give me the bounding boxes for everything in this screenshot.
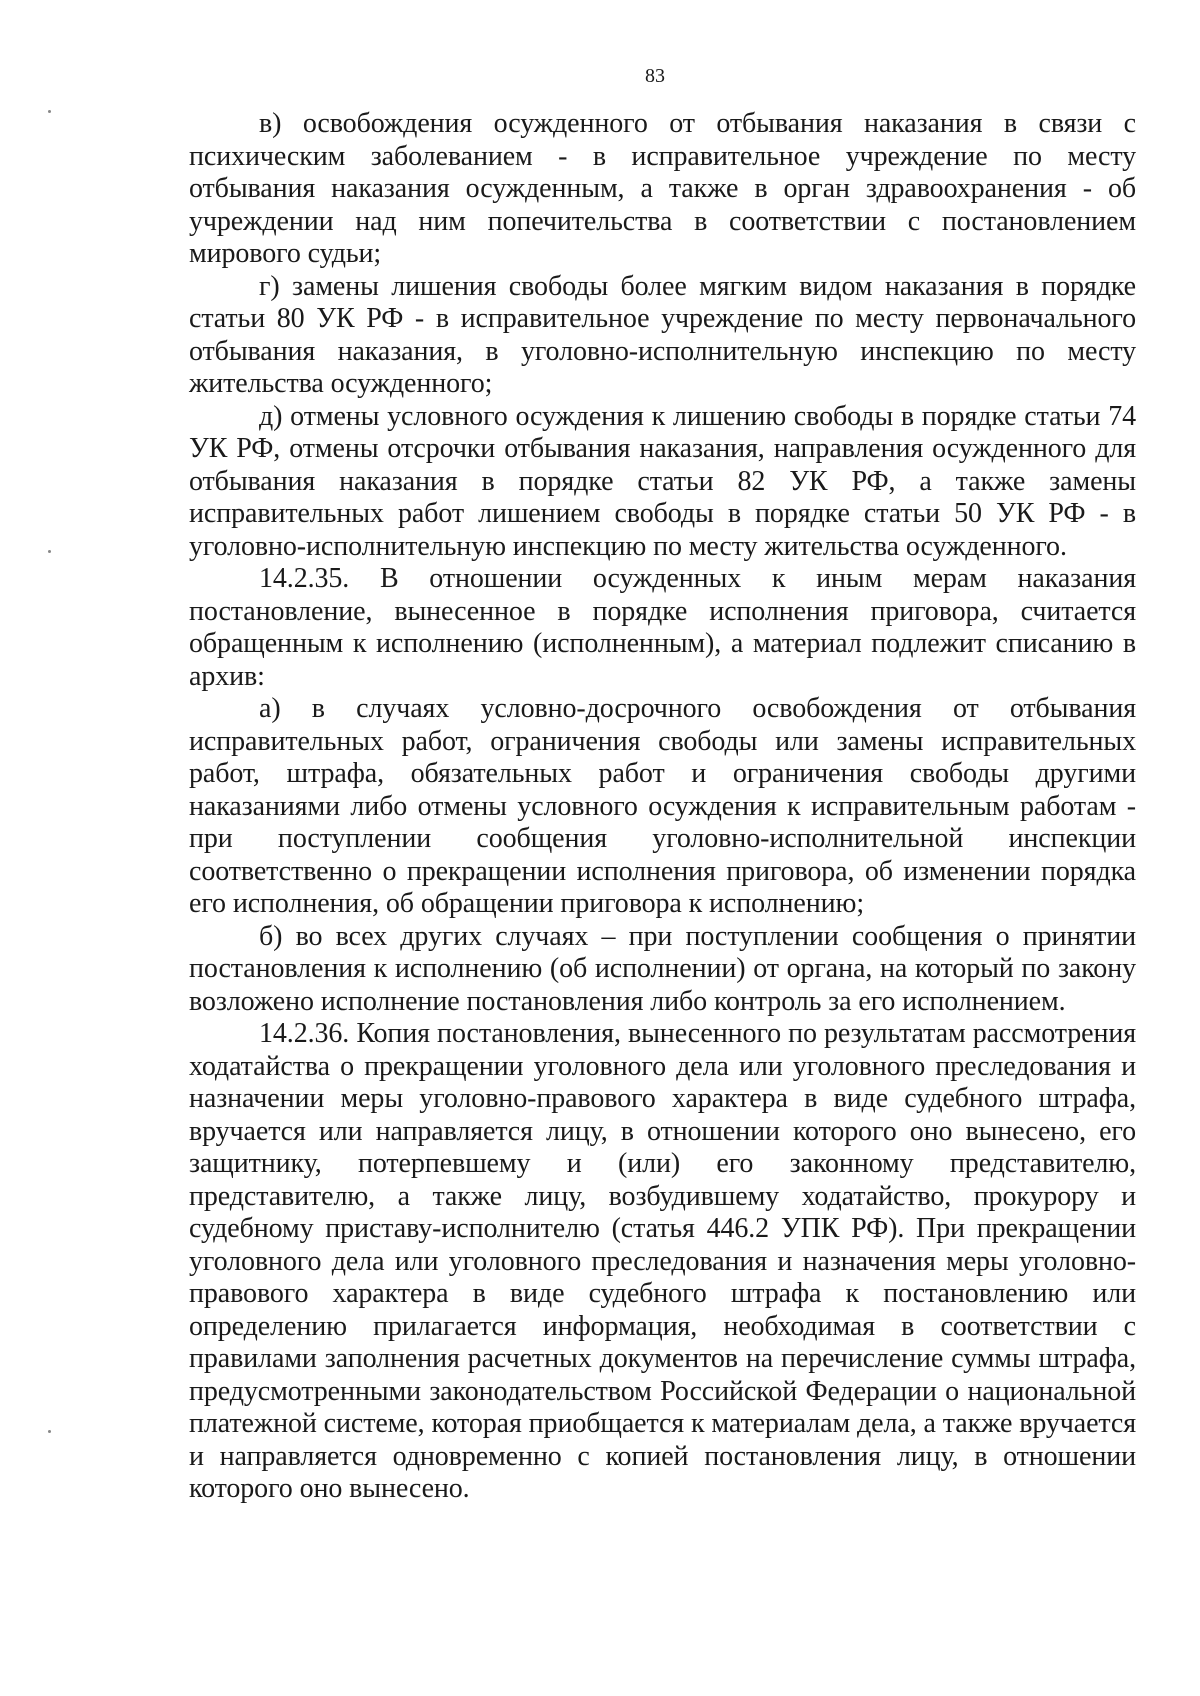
paragraph-section-14-2-36: 14.2.36. Копия постановления, вынесенного по результатам рассмотрения ходатайства о прекращении уголовного дела или уголовного преследования и назначении меры уголовно-правового характера в виде судебного штрафа, вручается или направляется лицу, в отношении которого оно вынесено, его защитнику, потерпевшему и (или) его законному представителю, представителю, а также лицу, возбудившему ходатайство, прокурору и судебному приставу-исполнителю (статья 446.2 УПК РФ). При прекращении уголовного дела или уголовного преследования и назначения меры уголовно-правового характера в виде судебного штрафа к постановлению или определению прилагается информация, необходимая в соответствии с правилами заполнения расчетных документов на перечисление суммы штрафа, предусмотренными законодательством Российской Федерации о национальной платежной системе, которая приобщается к материалам дела, а также вручается и направляется одновременно с копией постановления лицу, в отношении которого оно вынесено. — [189, 1018, 1136, 1504]
paragraph-item-a: а) в случаях условно-досрочного освобождения от отбывания исправительных работ, ограничения свободы или замены исправительных работ, штрафа, обязательных работ и ограничения свободы другими наказаниями либо отмены условного осуждения к исправительным работам - при поступлении сообщения уголовно-исполнительной инспекции соответственно о прекращении исполнения приговора, об изменении порядка его исполнения, об обращении приговора к исполнению; — [189, 693, 1136, 919]
page-number: 83 — [645, 65, 665, 87]
document-body — [189, 108, 1136, 1506]
paragraph-section-14-2-35: 14.2.35. В отношении осужденных к иным мерам наказания постановление, вынесенное в порядке исполнения приговора, считается обращенным к исполнению (исполненным), а материал подлежит списанию в архив: — [189, 563, 1136, 692]
scan-mark — [48, 110, 51, 113]
scan-mark — [48, 1430, 51, 1433]
paragraph-item-d: д) отмены условного осуждения к лишению свободы в порядке статьи 74 УК РФ, отмены отсрочки отбывания наказания, направления осужденного для отбывания наказания в порядке статьи 82 УК РФ, а также замены исправительных работ лишением свободы в порядке статьи 50 УК РФ - в уголовно-исполнительную инспекцию по месту жительства осужденного. — [189, 400, 1136, 562]
paragraph-item-b: б) во всех других случаях – при поступлении сообщения о принятии постановления к исполнению (об исполнении) от органа, на который по закону возложено исполнение постановления либо контроль за его исполнением. — [189, 920, 1136, 1017]
paragraph-item-g: г) замены лишения свободы более мягким видом наказания в порядке статьи 80 УК РФ - в исправительное учреждение по месту первоначального отбывания наказания, в уголовно-исполнительную инспекцию по месту жительства осужденного; — [189, 270, 1136, 399]
paragraph-item-v: в) освобождения осужденного от отбывания наказания в связи с психическим заболеванием - в исправительное учреждение по месту отбывания наказания осужденным, а также в орган здравоохранения - об учреждении над ним попечительства в соответствии с постановлением мирового судьи; — [189, 108, 1136, 269]
scan-mark — [48, 550, 51, 553]
